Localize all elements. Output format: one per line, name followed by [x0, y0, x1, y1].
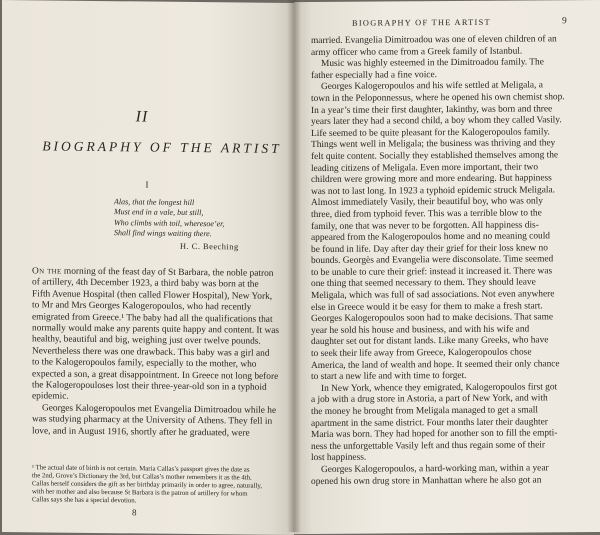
- epigraph-line: Shall find wings waiting there.: [114, 228, 212, 239]
- text-line: years later they had a second child, a boy whom they called Vasily.: [311, 115, 562, 128]
- text-line: Music was highly esteemed in the Dimitroadou family. The: [321, 57, 544, 70]
- epigraph-line: Alas, that the longest hill: [114, 197, 195, 208]
- text-line: Georges Kalogeropoulos met Evangelia Dimitroadou while he: [42, 403, 277, 416]
- text-line: Georges Kalogeropoulos soon had to make decisions. That same: [311, 312, 554, 325]
- text-line: Things went well in Meligala; the business was thriving and they: [311, 138, 556, 151]
- text-line: Meligala, which was full of sad associations. Not even anywhere: [311, 289, 555, 302]
- left-body-text: [32, 266, 278, 440]
- text-line: opened his own drug store in Manhattan where he also got an: [311, 474, 542, 487]
- footnote-line: the 2nd, Grove’s Dictionary the 3rd, but Callas’s mother remembers it as the 4th.: [32, 472, 252, 482]
- text-line: Georges Kalogeropoulos and his wife settled at Meligala, a: [321, 80, 543, 93]
- text-line: Nevertheless there was one drawback. This baby was a girl and: [32, 346, 270, 359]
- right-page: [294, 0, 600, 534]
- right-body-text: [311, 34, 593, 488]
- text-line: was not to last long. In 1923 a typhoid epidemic struck Meligala.: [311, 185, 555, 197]
- text-line: town in the Peloponnessus, where he opened his own chemist shop.: [311, 92, 565, 104]
- epigraph-line: Must end in a vale, but still,: [114, 207, 204, 218]
- text-line: army officer who came from a Greek family of Istanbul.: [311, 46, 523, 58]
- text-line: a job with a drug store in Astoria, a part of New York, and with: [311, 393, 548, 406]
- page-number-left: 8: [132, 507, 137, 518]
- text-line: three, died from typhoid fever. This was a terrible blow to the: [311, 208, 542, 220]
- text-line: to Mr and Mrs Georges Kalogeropoulos, who had recently: [32, 300, 252, 313]
- text-line: year he sold his house and business, and with his wife and: [311, 324, 530, 336]
- chapter-number: II: [135, 108, 149, 126]
- text-line: was studying pharmacy at the University of Athens. They fell in: [32, 414, 273, 428]
- text-line: In New York, whence they emigrated, Kalogeropoulos first got: [321, 382, 558, 394]
- text-line: to seek their life away from Greece, Kalogeropoulos chose: [311, 347, 532, 360]
- text-line: children were growing more and more endearing. But happiness: [311, 173, 552, 186]
- footnote-line: Callas says she has a special devotion.: [32, 495, 137, 505]
- text-line: lost happiness.: [311, 453, 367, 464]
- text-line: felt quite content. Socially they established themselves among the: [311, 150, 559, 162]
- text-line: bounds. Georgès and Evangelia were disconsolate. Time seemed: [311, 254, 554, 267]
- epigraph: [114, 197, 284, 253]
- page-number-right: 9: [562, 16, 567, 27]
- text-line: family, one that was never to be forgotten. All happiness dis-: [311, 219, 539, 232]
- text-line: apartment in the same district. Four months later their daughter: [311, 416, 548, 429]
- text-line: love, and in August 1916, shortly after he graduated, were: [32, 426, 250, 439]
- text-line: epidemic.: [32, 391, 69, 403]
- running-head: BIOGRAPHY OF THE ARTIST: [352, 17, 491, 28]
- text-line: else in Greece would it be easy for them to make a fresh start.: [311, 301, 543, 313]
- text-line: normally would make any parents quite happy and content. It was: [32, 323, 280, 336]
- epigraph-line: Who climbs with toil, wheresoe’er,: [114, 217, 225, 229]
- text-line: leading citizens of Meligala. Even more important, their two: [311, 161, 539, 174]
- text-line: Almost immediately Vasily, their beautiful boy, who was only: [311, 196, 543, 209]
- text-line: Maria was born. They had hoped for another son to fill the empti-: [311, 428, 558, 441]
- text-line: Life seemed to be quite pleasant for the Kalogeropoulos family.: [311, 127, 550, 139]
- footnote-line: ¹ The actual date of birth is not certain. Maria Callas’s passport gives the date as: [32, 464, 250, 474]
- text-line: Fifth Avenue Hospital (then called Flower Hospital), New York,: [32, 289, 273, 302]
- text-line: the money he brought from Meligala managed to get a small: [311, 405, 539, 418]
- text-line: to be unable to cure their grief: instead it increased it. There was: [311, 266, 553, 278]
- chapter-title: BIOGRAPHY OF THE ARTIST: [42, 138, 282, 156]
- text-line: daughter set out for distant lands. Like many Greeks, who have: [311, 335, 549, 348]
- left-page: [2, 0, 294, 535]
- footnote-line: Callas herself considers the gift as her birthday primarily in order to agree, naturally,: [32, 480, 263, 490]
- text-line: one thing that seemed necessary to them. They should leave: [311, 277, 536, 290]
- text-line: to start a new life and with time to forget.: [311, 371, 467, 383]
- text-line: healthy, beautiful and big, weighing just over twelve pounds.: [32, 334, 261, 348]
- text-line: America, the land of wealth and hope. It seemed their only chance: [311, 358, 560, 371]
- text-line: ness the unforgettable Vasily left and thus regain some of their: [311, 440, 545, 452]
- opening-small-caps: On the: [32, 266, 62, 277]
- text-line: be found in life. Day after day their grief for their loss knew no: [311, 243, 548, 255]
- text-line: appeared from the Kalogeropoulos home and no meaning could: [311, 231, 550, 244]
- text-line: In a year’s time their first daughter, Iakinthy, was born and three: [311, 103, 553, 116]
- text-line: to the Kalogeropoulos family, especially to the mother, who: [32, 357, 257, 370]
- text-line-content: morning of the feast day of St Barbara, the noble patron: [61, 266, 274, 279]
- text-line: married. Evangelia Dimitroadou was one of eleven children of an: [311, 34, 557, 47]
- text-line: emigrated from Greece.¹ The baby had all the qualifications that: [32, 311, 273, 325]
- epigraph-author: H. C. Beeching: [180, 241, 239, 252]
- footnotes: [32, 464, 282, 506]
- text-line: of artillery, 4th December 1923, a third baby was born at the: [32, 277, 259, 291]
- text-line: father especially had a fine voice.: [311, 69, 437, 81]
- text-line: Georges Kalogeropoulos, a hard-working man, within a year: [321, 463, 549, 475]
- text-line: expected a son, a great disappointment. In Greece not long before: [32, 368, 279, 382]
- footnote-line: with her mother and also because St Barbara is the patron of artillery for whom: [32, 488, 248, 498]
- book-gutter: [287, 0, 301, 532]
- text-line: the Kalogeropouloses lost their three-year-old son in a typhoid: [32, 380, 267, 393]
- section-number: I: [145, 179, 149, 190]
